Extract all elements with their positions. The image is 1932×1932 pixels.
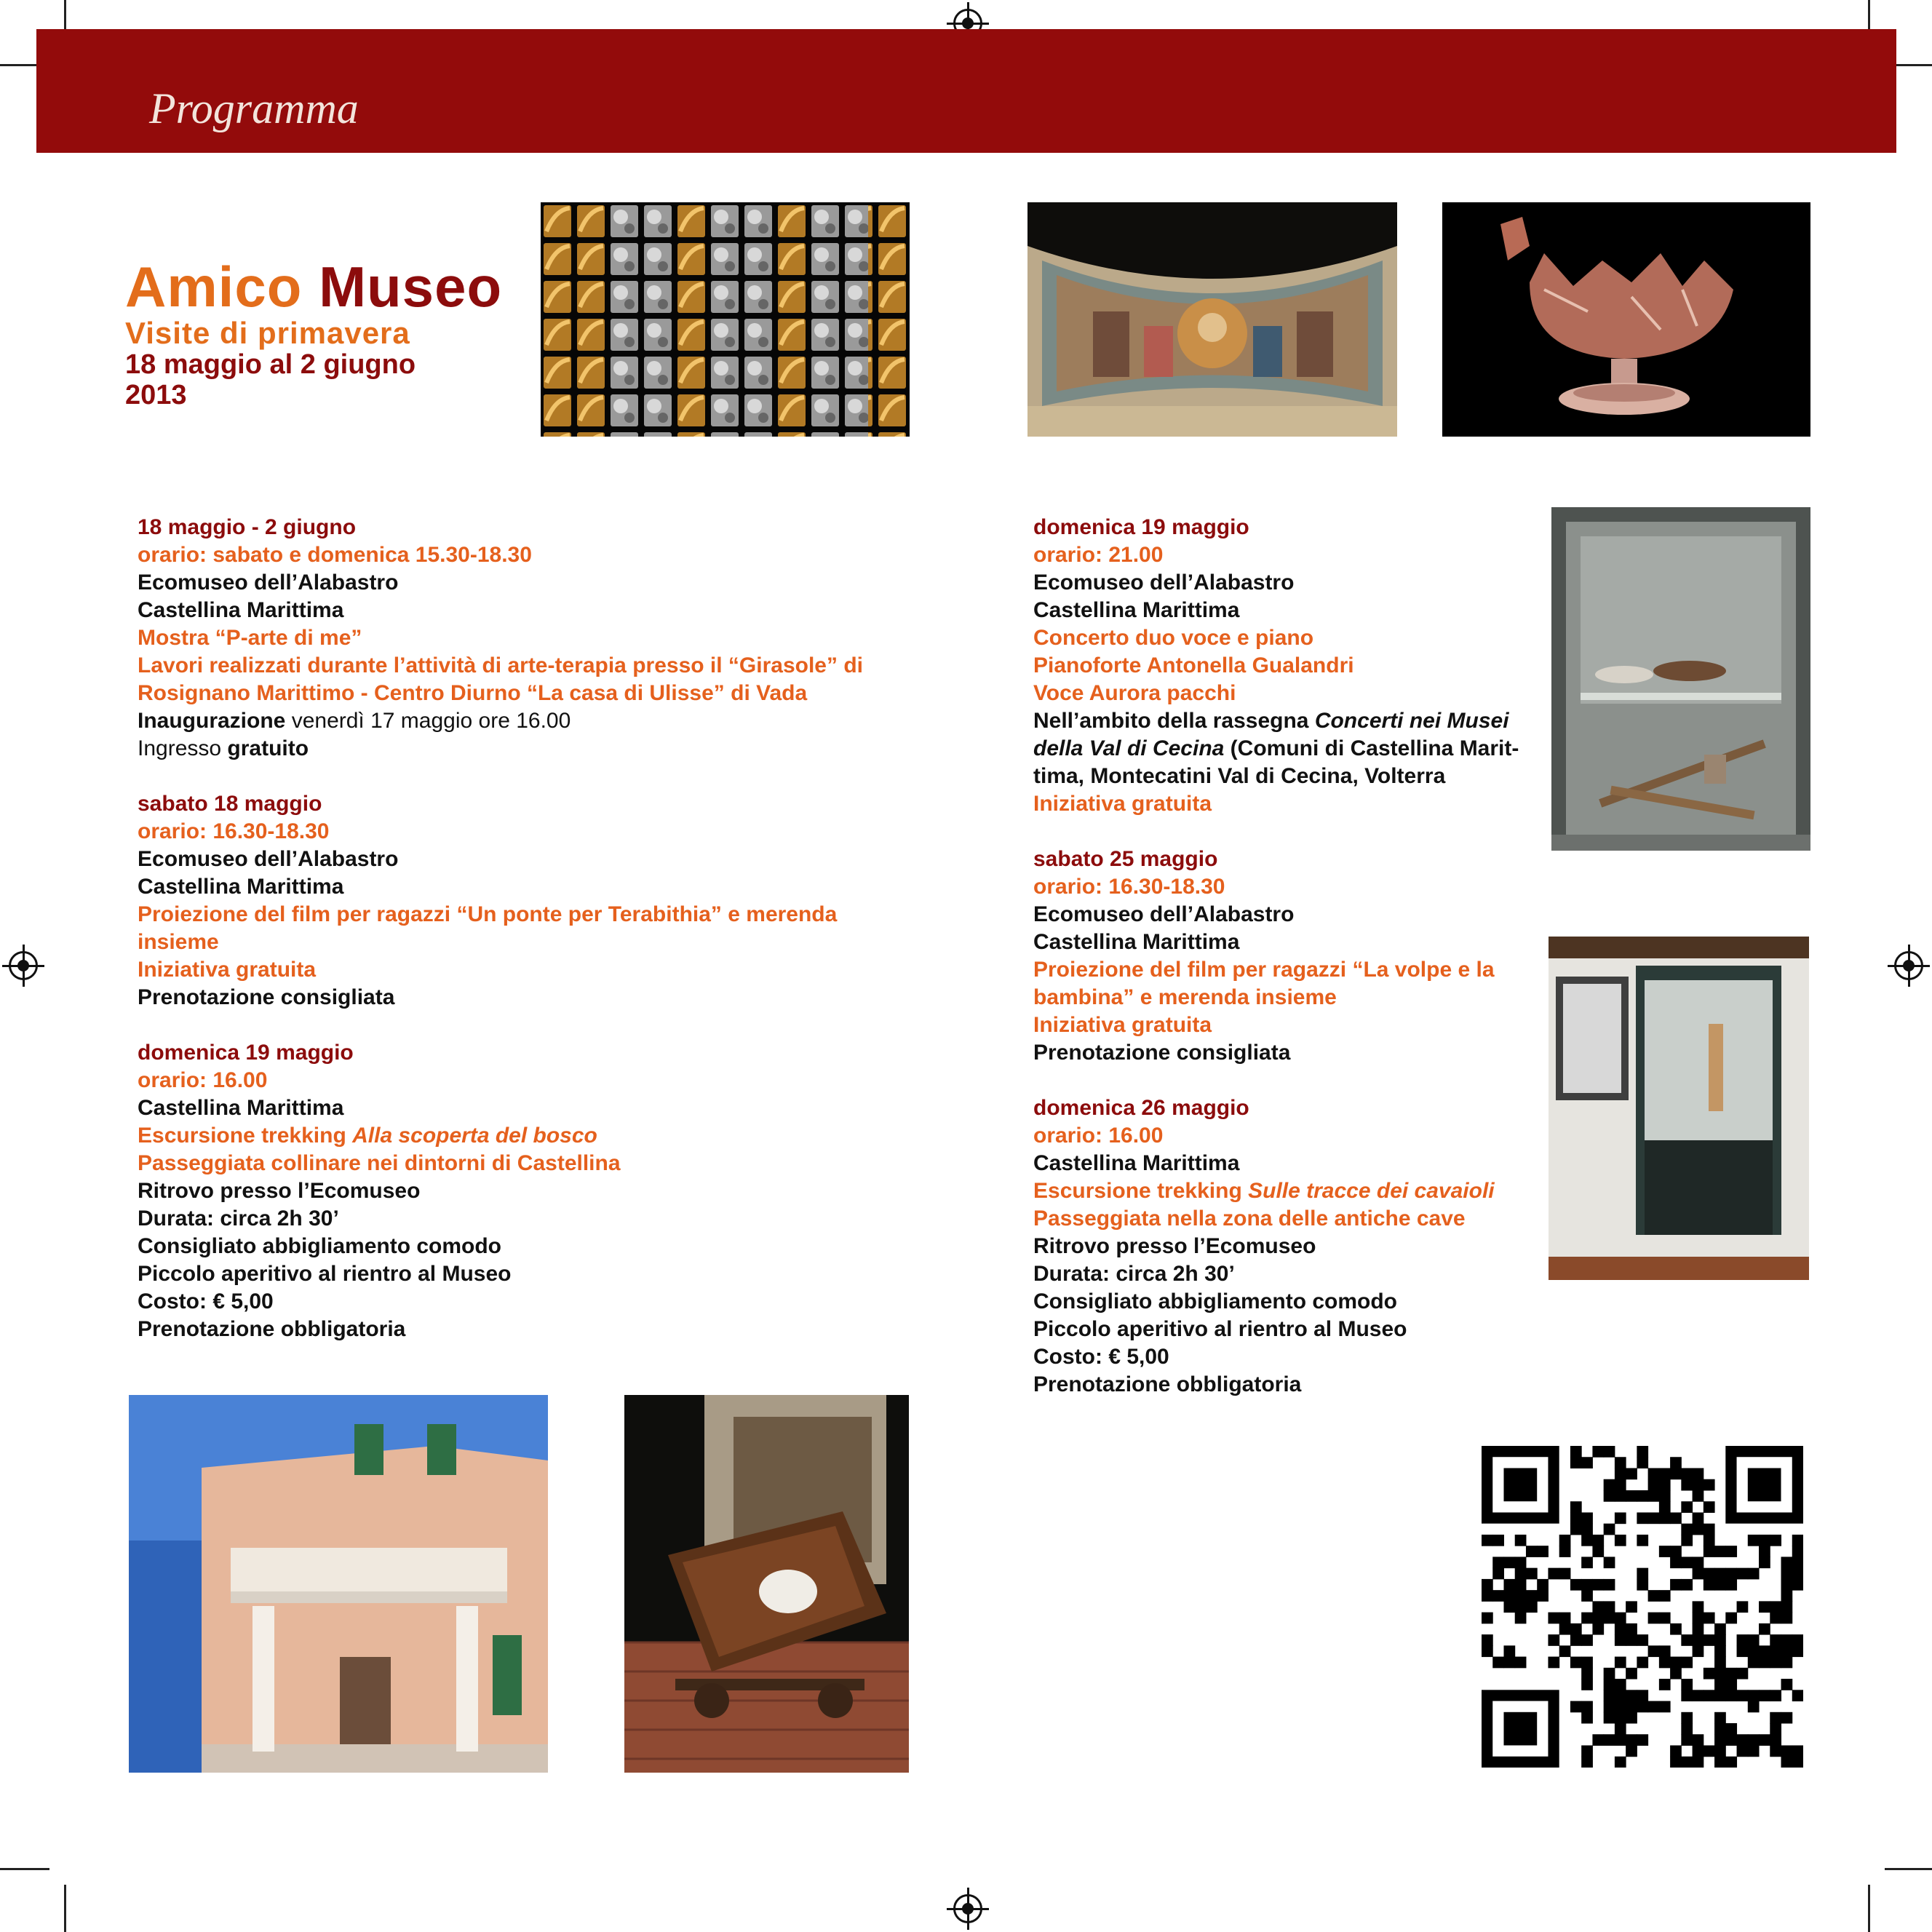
event-time: orario: 21.00 xyxy=(1033,543,1164,567)
event-subtitle: Passeggiata collinare nei dintorni di Castellina xyxy=(138,1151,621,1175)
event-meet: Ritrovo presso l’Ecomuseo xyxy=(138,1179,421,1203)
event-meet: Ritrovo presso l’Ecomuseo xyxy=(1033,1234,1316,1258)
qr-code[interactable] xyxy=(1482,1446,1803,1768)
vitrine-illustration xyxy=(1549,937,1809,1280)
event-right-1 xyxy=(1033,514,1519,818)
event-title-italic: Alla scoperta del bosco xyxy=(352,1124,597,1148)
right-column xyxy=(1033,514,1519,1426)
event-time: orario: 16.00 xyxy=(138,1068,268,1092)
crop-mark xyxy=(0,1868,49,1870)
event-title: Mostra “P-arte di me” xyxy=(138,626,362,650)
event-duration: Durata: circa 2h 30’ xyxy=(1033,1262,1235,1286)
display-case-illustration xyxy=(1551,507,1810,851)
event-subtitle: Passeggiata nella zona delle antiche cave xyxy=(1033,1206,1466,1231)
event-title xyxy=(1033,1177,1519,1205)
event-desc-line: Lavori realizzati durante l’attività di arte-terapia presso il “Girasole” di xyxy=(138,653,863,677)
photo-museum-building xyxy=(129,1395,548,1773)
note-italic: Concerti nei Musei xyxy=(1314,709,1509,733)
event-left-2 xyxy=(138,790,863,1011)
event-voice: Voce Aurora pacchi xyxy=(1033,681,1236,705)
event-venue: Ecomuseo dell’Alabastro xyxy=(138,571,399,595)
event-duration: Durata: circa 2h 30’ xyxy=(138,1206,339,1231)
event-town: Castellina Marittima xyxy=(138,875,344,899)
event-venue: Ecomuseo dell’Alabastro xyxy=(138,847,399,871)
event-title-italic: Sulle tracce dei cavaioli xyxy=(1248,1179,1495,1203)
event-piano: Pianoforte Antonella Gualandri xyxy=(1033,653,1354,677)
crop-mark xyxy=(1885,1868,1932,1870)
inauguration-text: venerdì 17 maggio ore 16.00 xyxy=(285,709,571,733)
event-free: Iniziativa gratuita xyxy=(1033,792,1212,816)
section-title: Programma xyxy=(149,84,359,132)
registration-mark-icon xyxy=(9,951,38,980)
event-booking: Prenotazione obbligatoria xyxy=(138,1317,406,1341)
event-date: domenica 19 maggio xyxy=(138,1041,354,1065)
event-free: Iniziativa gratuita xyxy=(138,958,317,982)
photo-fresco xyxy=(1027,202,1397,437)
entry-label: Ingresso xyxy=(138,736,228,760)
event-time: orario: sabato e domenica 15.30-18.30 xyxy=(138,543,532,567)
title-subtitle: Visite di primavera xyxy=(125,316,410,350)
event-inauguration xyxy=(138,707,863,735)
event-title-prefix: Escursione trekking xyxy=(1033,1179,1249,1203)
crop-mark xyxy=(64,1885,66,1932)
event-right-2 xyxy=(1033,846,1519,1067)
entry-value: gratuito xyxy=(227,736,309,760)
event-booking: Prenotazione consigliata xyxy=(138,985,395,1009)
event-note-line xyxy=(1033,707,1519,735)
cup-illustration xyxy=(1442,202,1810,437)
event-date: domenica 19 maggio xyxy=(1033,515,1249,539)
note-rest: (Comuni di Castellina Marit- xyxy=(1224,736,1519,760)
event-note-line: tima, Montecatini Val di Cecina, Volterra xyxy=(1033,764,1446,788)
event-cost: Costo: € 5,00 xyxy=(138,1289,274,1313)
event-booking: Prenotazione obbligatoria xyxy=(1033,1372,1302,1396)
event-title-prefix: Escursione trekking xyxy=(138,1124,353,1148)
inauguration-label: Inaugurazione xyxy=(138,709,286,733)
registration-mark-icon xyxy=(1894,951,1923,980)
photo-ceramic-cup xyxy=(1442,202,1810,437)
event-town: Castellina Marittima xyxy=(1033,1151,1240,1175)
note-prefix: Nell’ambito della rassegna xyxy=(1033,709,1315,733)
event-title: Concerto duo voce e piano xyxy=(1033,626,1314,650)
event-town: Castellina Marittima xyxy=(138,598,344,622)
qr-code-pattern xyxy=(1482,1446,1803,1768)
title-dates: 18 maggio al 2 giugno xyxy=(125,349,416,380)
photo-video-wall xyxy=(541,202,910,437)
title-block xyxy=(125,256,533,410)
event-cost: Costo: € 5,00 xyxy=(1033,1345,1169,1369)
title-word-museo: Museo xyxy=(319,255,503,319)
event-date: domenica 26 maggio xyxy=(1033,1096,1249,1120)
event-title: insieme xyxy=(138,930,219,954)
event-right-3 xyxy=(1033,1094,1519,1399)
event-title: Proiezione del film per ragazzi “La volpe e la xyxy=(1033,958,1495,982)
photo-display-case-tools xyxy=(1551,507,1810,851)
event-date: sabato 18 maggio xyxy=(138,792,322,816)
event-left-3 xyxy=(138,1039,863,1343)
event-time: orario: 16.00 xyxy=(1033,1124,1164,1148)
event-aperitivo: Piccolo aperitivo al rientro al Museo xyxy=(138,1262,512,1286)
title-year: 2013 xyxy=(125,380,187,410)
event-date: 18 maggio - 2 giugno xyxy=(138,515,357,539)
left-column xyxy=(138,514,863,1371)
event-free: Iniziativa gratuita xyxy=(1033,1013,1212,1037)
photo-mine-cart xyxy=(624,1395,909,1773)
event-time: orario: 16.30-18.30 xyxy=(1033,875,1225,899)
event-title xyxy=(138,1122,863,1150)
fresco-illustration xyxy=(1027,202,1397,437)
event-town: Castellina Marittima xyxy=(1033,930,1240,954)
event-aperitivo: Piccolo aperitivo al rientro al Museo xyxy=(1033,1317,1407,1341)
title-word-amico: Amico xyxy=(125,255,303,319)
event-date: sabato 25 maggio xyxy=(1033,847,1218,871)
event-time: orario: 16.30-18.30 xyxy=(138,819,330,843)
event-venue: Ecomuseo dell’Alabastro xyxy=(1033,571,1295,595)
event-booking: Prenotazione consigliata xyxy=(1033,1041,1291,1065)
mine-cart-illustration xyxy=(624,1395,909,1773)
event-left-1 xyxy=(138,514,863,763)
photo-vitrine xyxy=(1549,937,1809,1280)
crop-mark xyxy=(1868,1885,1870,1932)
event-entry xyxy=(138,735,863,763)
event-desc-line: Rosignano Marittimo - Centro Diurno “La casa di Ulisse” di Vada xyxy=(138,681,808,705)
event-town: Castellina Marittima xyxy=(1033,598,1240,622)
main-title xyxy=(125,256,533,317)
note-italic: della Val di Cecina xyxy=(1033,736,1225,760)
event-note-line xyxy=(1033,735,1519,763)
event-clothing: Consigliato abbigliamento comodo xyxy=(138,1234,502,1258)
event-title: bambina” e merenda insieme xyxy=(1033,985,1337,1009)
event-title: Proiezione del film per ragazzi “Un ponte per Terabithia” e merenda xyxy=(138,902,838,926)
event-venue: Ecomuseo dell’Alabastro xyxy=(1033,902,1295,926)
event-town: Castellina Marittima xyxy=(138,1096,344,1120)
registration-mark-icon xyxy=(953,1894,982,1923)
building-illustration xyxy=(129,1395,548,1773)
event-clothing: Consigliato abbigliamento comodo xyxy=(1033,1289,1398,1313)
video-wall-illustration xyxy=(541,202,910,437)
